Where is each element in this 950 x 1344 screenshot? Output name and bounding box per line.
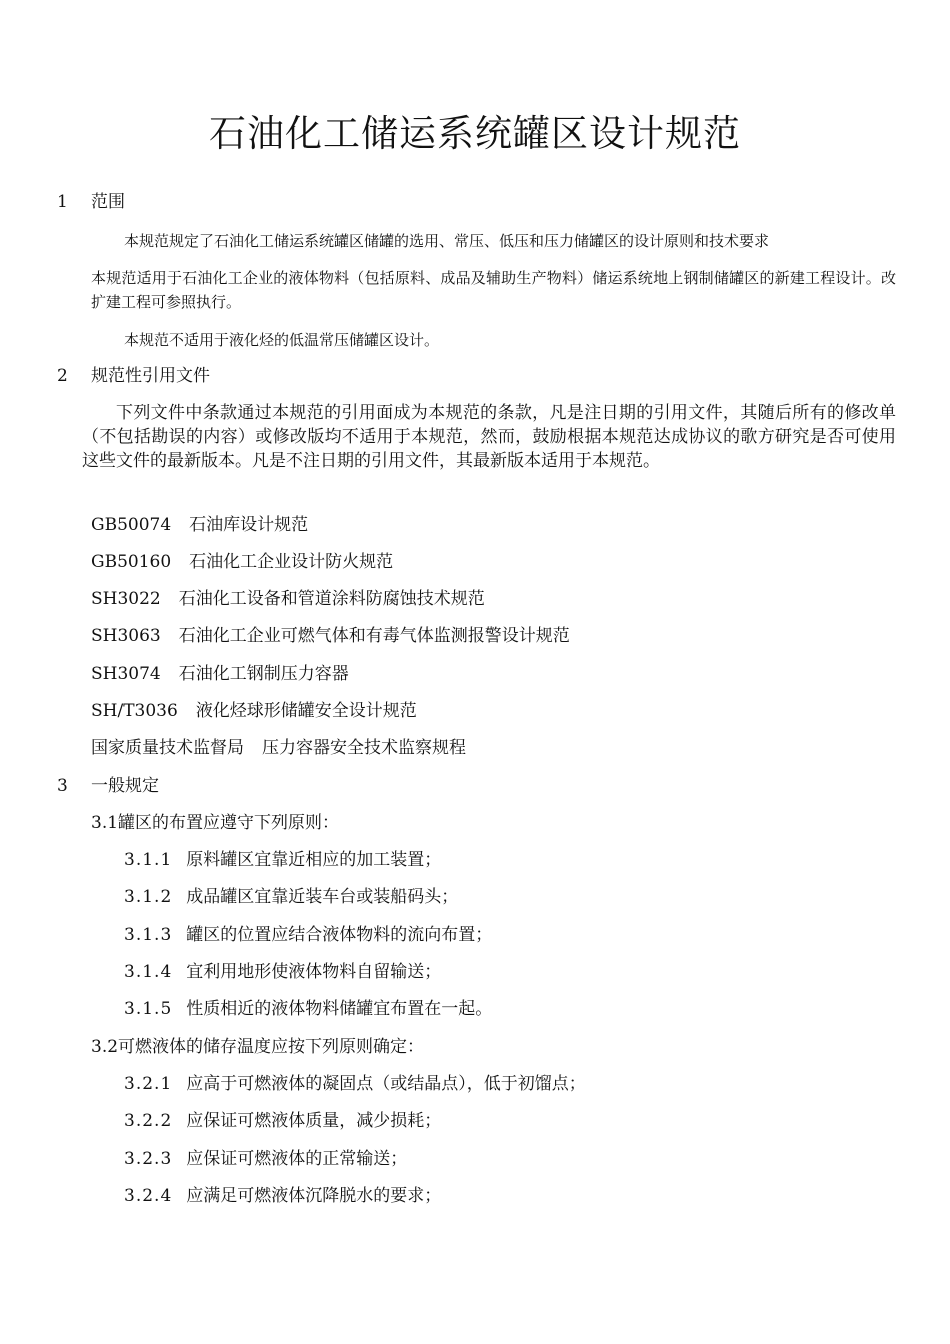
section-paragraph: 本规范适用于石油化工企业的液体物料（包括原料、成品及辅助生产物料）储运系统地上钢制储罐区的新建工程设计。改扩建工程可参照执行。 [91,269,896,311]
item-text: 成品罐区宜靠近装车台或装船码头； [186,887,459,907]
reference-title: 石油化工企业设计防火规范 [189,552,394,572]
reference-code: SH3022 [91,589,161,609]
section-heading: 一般规定 [91,776,159,796]
item-text: 应保证可燃液体的正常输送； [186,1149,408,1169]
reference-item [91,736,466,760]
reference-item [91,624,570,648]
item-number: 3.2.3 [124,1149,173,1169]
list-item [124,923,492,947]
item-text: 原料罐区宜靠近相应的加工装置； [186,850,442,870]
item-text: 应满足可燃液体沉降脱水的要求； [186,1186,442,1206]
reference-title: 液化烃球形储罐安全设计规范 [195,701,417,721]
list-item [124,1147,407,1171]
reference-item [91,662,349,686]
reference-title: 石油化工企业可燃气体和有毒气体监测报警设计规范 [178,626,570,646]
section-number: 1 [57,192,68,212]
reference-code: GB50160 [91,552,172,572]
list-item [124,1109,441,1133]
item-text: 应高于可燃液体的凝固点（或结晶点），低于初馏点； [186,1074,586,1094]
reference-code: GB50074 [91,515,172,535]
list-item [124,1072,586,1096]
subsection-label: 3.2可燃液体的储存温度应按下列原则确定： [91,1037,425,1057]
item-number: 3.1.2 [124,887,173,907]
reference-title: 压力容器安全技术监察规程 [262,738,466,758]
item-number: 3.1.5 [124,999,173,1019]
item-number: 3.1.3 [124,925,173,945]
reference-item [91,699,417,723]
section-number: 2 [57,366,68,386]
item-number: 3.1.4 [124,962,173,982]
section-paragraph: 本规范规定了石油化工储运系统罐区储罐的选用、常压、低压和压力储罐区的设计原则和技术要求 [124,232,770,250]
item-text: 宜利用地形使液体物料自留输送； [186,962,442,982]
reference-code: SH3063 [91,626,161,646]
list-item [124,1184,441,1208]
item-text: 罐区的位置应结合液体物料的流向布置； [186,925,493,945]
section-heading: 规范性引用文件 [91,366,210,386]
list-item [124,848,441,872]
reference-code: SH3074 [91,664,161,684]
section-paragraph: 本规范不适用于液化烃的低温常压储罐区设计。 [124,331,440,349]
section-intro: 下列文件中条款通过本规范的引用面成为本规范的条款，凡是注日期的引用文件，其随后所有的修改单（不包括勘误的内容）或修改版均不适用于本规范，然而，鼓励根据本规范达成协议的歌方研究是否可使用这些文件的最新版本。凡是不注日期的引用文件，其最新版本适用于本规范。 [82,403,896,471]
reference-title: 石油库设计规范 [189,515,309,535]
item-number: 3.2.4 [124,1186,173,1206]
subsection-label: 3.1罐区的布置应遵守下列原则： [91,813,340,833]
section-number: 3 [57,776,68,796]
document-title: 石油化工储运系统罐区设计规范 [209,112,741,155]
list-item [124,997,492,1021]
list-item [124,885,458,909]
reference-item [91,513,308,537]
reference-code: SH/T3036 [91,701,178,721]
reference-title: 石油化工设备和管道涂料防腐蚀技术规范 [178,589,485,609]
reference-code: 国家质量技术监督局 [91,738,244,758]
item-text: 性质相近的液体物料储罐宜布置在一起。 [186,999,493,1019]
reference-item [91,550,393,574]
section-heading: 范围 [91,192,125,212]
reference-title: 石油化工钢制压力容器 [178,664,349,684]
item-text: 应保证可燃液体质量，减少损耗； [186,1111,442,1131]
list-item [124,960,441,984]
item-number: 3.1.1 [124,850,173,870]
reference-item [91,587,485,611]
item-number: 3.2.2 [124,1111,173,1131]
item-number: 3.2.1 [124,1074,173,1094]
